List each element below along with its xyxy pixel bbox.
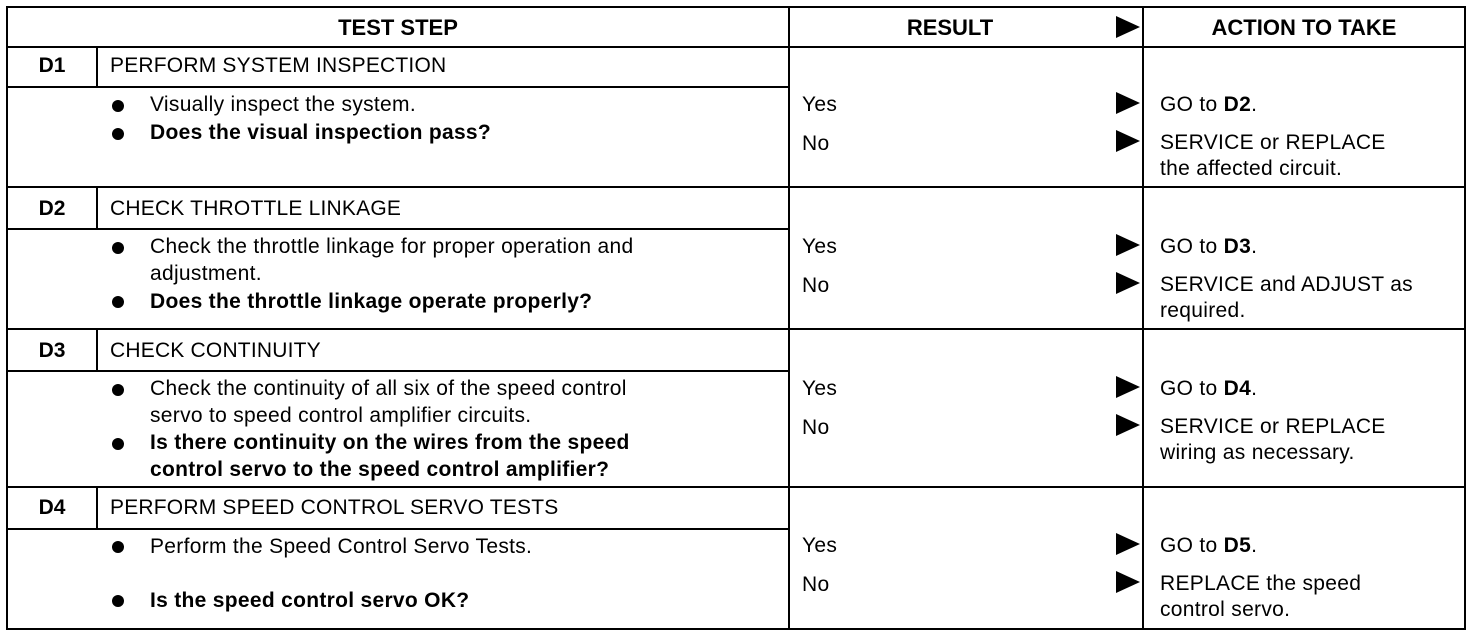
step-instruction: Check the continuity of all six of the speed control servo to speed control amplifier circuits. [150, 377, 627, 427]
action-no: SERVICE or REPLACE wiring as necessary. [1160, 415, 1386, 464]
arrow-right-icon [1116, 272, 1140, 294]
step-id: D3 [38, 339, 66, 362]
result-no: No [802, 573, 830, 596]
step-title: PERFORM SPEED CONTROL SERVO TESTS [110, 496, 559, 519]
arrow-right-icon [1116, 414, 1140, 436]
action-no: REPLACE the speed control servo. [1160, 572, 1362, 621]
action-yes: GO to D5. [1160, 534, 1258, 557]
step-id: D4 [38, 496, 66, 519]
id-divider-d2 [96, 188, 98, 228]
divider-action-col [1142, 8, 1144, 628]
divider-result-col [788, 8, 790, 628]
step-question: Is the speed control servo OK? [150, 589, 470, 612]
action-yes: GO to D4. [1160, 377, 1258, 400]
bullet-icon [112, 128, 124, 140]
result-no: No [802, 416, 830, 439]
action-yes: GO to D2. [1160, 93, 1258, 116]
result-no: No [802, 274, 830, 297]
row-divider-d2 [8, 328, 1464, 330]
step-question: Is there continuity on the wires from the speed control servo to the speed control amplifier? [150, 431, 630, 481]
action-no: SERVICE or REPLACE the affected circuit. [1160, 131, 1386, 180]
header-result: RESULT [906, 15, 994, 40]
bullet-icon [112, 541, 124, 553]
diagnostic-table [6, 6, 1466, 630]
arrow-right-icon [1116, 533, 1140, 555]
action-no: SERVICE and ADJUST as required. [1160, 273, 1413, 322]
title-underline-d1 [8, 86, 788, 88]
action-yes: GO to D3. [1160, 235, 1258, 258]
header-test-step: TEST STEP [338, 15, 458, 40]
step-instruction: Visually inspect the system. [150, 93, 416, 116]
result-yes: Yes [802, 377, 838, 400]
step-instruction: Check the throttle linkage for proper operation and adjustment. [150, 235, 634, 285]
id-divider-d1 [96, 46, 98, 86]
step-title: CHECK THROTTLE LINKAGE [110, 197, 402, 220]
arrow-right-icon [1116, 376, 1140, 398]
result-yes: Yes [802, 93, 838, 116]
id-divider-d3 [96, 330, 98, 370]
row-divider-d3 [8, 486, 1464, 488]
header-divider [8, 46, 1464, 48]
step-id: D2 [38, 197, 66, 220]
arrow-right-icon [1116, 571, 1140, 593]
step-title: PERFORM SYSTEM INSPECTION [110, 54, 447, 77]
bullet-icon [112, 384, 124, 396]
arrow-right-icon [1116, 92, 1140, 114]
title-underline-d3 [8, 370, 788, 372]
step-question: Does the throttle linkage operate properly? [150, 290, 593, 313]
bullet-icon [112, 595, 124, 607]
bullet-icon [112, 242, 124, 254]
title-underline-d4 [8, 528, 788, 530]
step-question: Does the visual inspection pass? [150, 121, 492, 144]
bullet-icon [112, 438, 124, 450]
bullet-icon [112, 296, 124, 308]
header-arrow-icon [1116, 16, 1140, 38]
row-divider-d1 [8, 186, 1464, 188]
header-action: ACTION TO TAKE [1211, 15, 1397, 40]
result-no: No [802, 132, 830, 155]
step-id: D1 [38, 54, 66, 77]
step-title: CHECK CONTINUITY [110, 339, 321, 362]
title-underline-d2 [8, 228, 788, 230]
step-instruction: Perform the Speed Control Servo Tests. [150, 535, 533, 558]
bullet-icon [112, 100, 124, 112]
id-divider-d4 [96, 488, 98, 528]
arrow-right-icon [1116, 130, 1140, 152]
result-yes: Yes [802, 235, 838, 258]
result-yes: Yes [802, 534, 838, 557]
arrow-right-icon [1116, 234, 1140, 256]
